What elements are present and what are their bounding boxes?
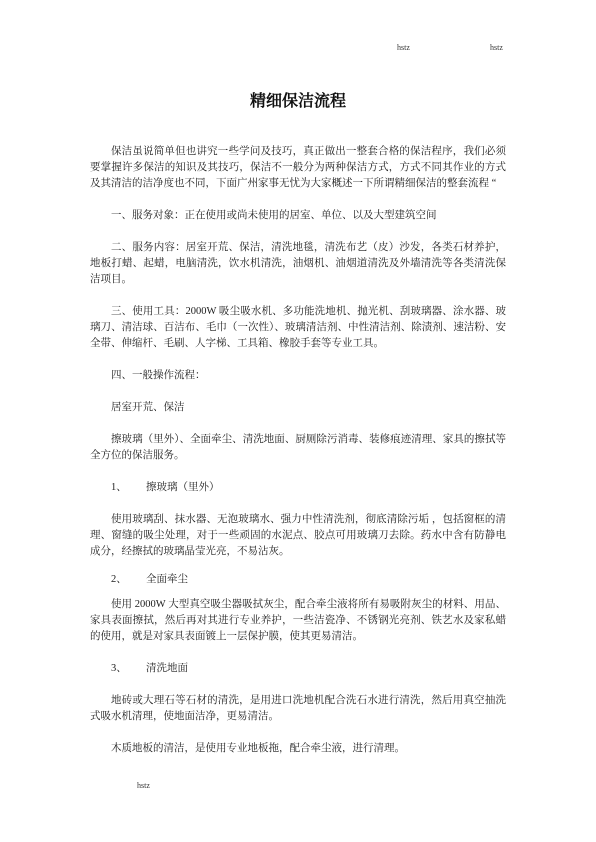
- step-heading-1: [90, 480, 506, 496]
- header-mark-left: hstz: [397, 43, 410, 52]
- footer-mark: hstz: [137, 781, 150, 790]
- step-number: 1、: [111, 482, 127, 493]
- step-3-paragraph-2: 木质地板的清洁，是使用专业地板拖，配合牵尘液，进行清理。: [111, 743, 405, 754]
- step-label: 擦玻璃（里外）: [146, 482, 220, 493]
- service-content-paragraph: 二、服务内容：居室开荒、保洁，清洗地毯，清洗布艺（皮）沙发，各类石材养护，地板打蜡、起蜡，电脑清洗，饮水机清洗，油烟机、油烟道清洗及外墙清洗等各类清洗保洁项目。: [90, 242, 506, 285]
- document-title: 精细保洁流程: [249, 91, 346, 110]
- document-body: [90, 144, 506, 757]
- step-heading-2: [90, 572, 506, 588]
- intro-paragraph: 保洁虽说简单但也讲究一些学问及技巧，真正做出一整套合格的保洁程序，我们必须要掌握许多保洁的知识及其技巧，保洁不一般分为两种保洁方式，方式不同其作业的方式及其清洁的洁净度也不同，下面广州家事无忧为大家概述一下所谓精细保洁的整套流程 “: [90, 146, 506, 189]
- step-1-paragraph: 使用玻璃刮、抹水器、无泡玻璃水、强力中性清洗剂，彻底清除污垢 ，包括窗框的清理、窗缝的吸尘处理，对于一些顽固的水泥点、胶点可用玻璃刀去除。药水中含有防静电成分，经擦拭的玻璃晶莹光亮，不易沾灰。: [90, 514, 506, 557]
- subsection-heading: 居室开荒、保洁: [111, 402, 185, 413]
- header-mark-right: hstz: [490, 43, 503, 52]
- step-heading-3: [90, 661, 506, 677]
- process-heading: 四、一般操作流程：: [111, 370, 206, 381]
- overview-paragraph: 擦玻璃（里外）、全面牵尘、清洗地面、厨厕除污消毒、装修痕迹清理、家具的擦拭等全方位的保洁服务。: [90, 434, 506, 461]
- service-target-paragraph: 一、服务对象：正在使用或尚未使用的居室、单位、以及大型建筑空间: [111, 210, 437, 221]
- step-2-paragraph: 使用 2000W 大型真空吸尘器吸拭灰尘，配合牵尘液将所有易吸附灰尘的材料、用品、家具表面擦拭，然后再对其进行专业养护，一些洁瓷净、不锈钢光亮剂、铁艺水及家私蜡的使用，就是对家具表面镀上一层保护膜，使其更易清洁。: [90, 599, 506, 642]
- step-number: 3、: [111, 663, 127, 674]
- step-number: 2、: [111, 574, 127, 585]
- step-3-paragraph: 地砖或大理石等石材的清洗，是用进口洗地机配合洗石水进行清洗，然后用真空抽洗式吸水机清理，使地面洁净，更易清洁。: [90, 695, 506, 722]
- step-label: 全面牵尘: [146, 574, 188, 585]
- tools-paragraph: 三、使用工具：2000W 吸尘吸水机、多功能洗地机、抛光机、刮玻璃器、涂水器、玻璃刀、清洁球、百洁布、毛巾（一次性）、玻璃清洁剂、中性清洁剂、除渍剂、速洁粉、安全带、伸缩杆、毛刷、人字梯、工具箱、橡胶手套等专业工具。: [90, 306, 506, 349]
- step-label: 清洗地面: [146, 663, 188, 674]
